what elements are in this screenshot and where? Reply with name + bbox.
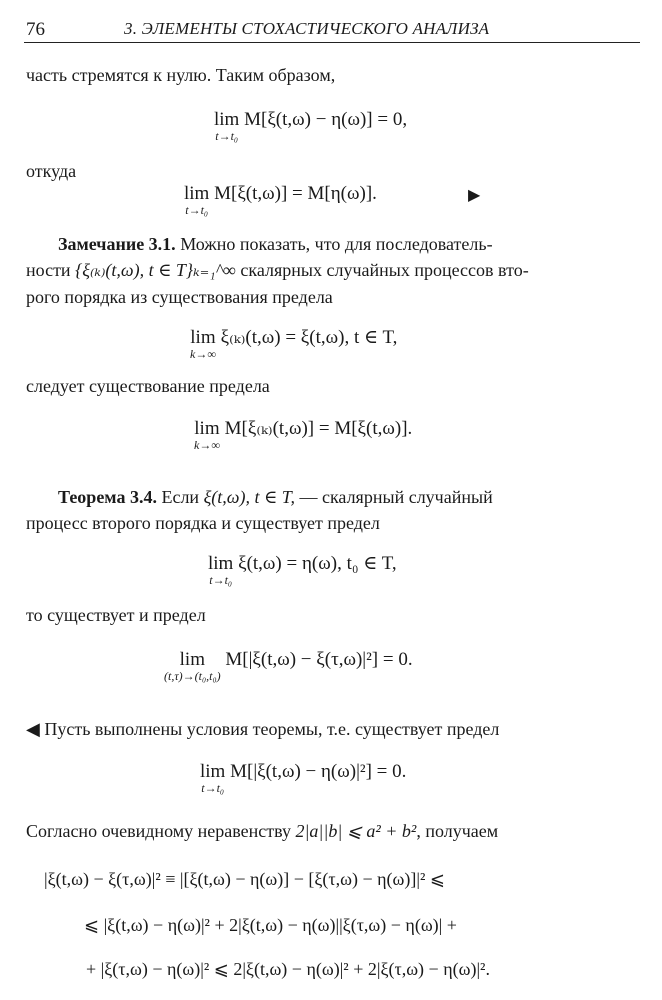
formula-7-body: M[|ξ(t,ω) − η(ω)|²] = 0. xyxy=(230,761,407,782)
formula-6-body: M[|ξ(t,ω) − ξ(τ,ω)|²] = 0. xyxy=(225,649,413,670)
lim-operator: lim xyxy=(208,553,234,574)
remark-line-1 xyxy=(58,233,493,256)
lim-operator: lim xyxy=(214,109,240,130)
formula-5 xyxy=(208,552,397,588)
text-line-9 xyxy=(26,820,498,843)
formula-4 xyxy=(194,417,412,453)
formula-9: ⩽ |ξ(t,ω) − η(ω)|² + 2|ξ(t,ω) − η(ω)||ξ(τ,ω) − η(ω)| + xyxy=(84,915,457,935)
remark-line-2 xyxy=(26,259,529,282)
page-number: 76 xyxy=(26,19,45,40)
formula-7 xyxy=(200,760,406,796)
formula-3 xyxy=(190,326,397,362)
running-head: 3. ЭЛЕМЕНТЫ СТОХАСТИЧЕСКОГО АНАЛИЗА xyxy=(124,19,490,38)
remark-text: скалярных случайных процессов вто- xyxy=(235,260,529,280)
lim-subscript: t→t₀ xyxy=(185,202,209,217)
lim-subscript: t→t₀ xyxy=(209,572,233,587)
text-line-9-end: , получаем xyxy=(416,821,499,841)
end-of-proof-mark: ▶ xyxy=(468,187,481,204)
formula-6 xyxy=(164,648,413,684)
page-header xyxy=(24,16,640,43)
text-line-7: то существует и предел xyxy=(26,605,206,625)
formula-3-body: ξ₍ₖ₎(t,ω) = ξ(t,ω), t ∈ T, xyxy=(220,327,398,348)
theorem-line-2: процесс второго порядка и существует предел xyxy=(26,513,380,533)
formula-1-body: M[ξ(t,ω) − η(ω)] = 0, xyxy=(244,109,408,130)
sequence-formula: {ξ₍ₖ₎(t,ω), t ∈ T}ₖ₌₁^∞ xyxy=(75,260,236,280)
text-line-5: следует существование предела xyxy=(26,376,270,396)
lim-operator: lim xyxy=(200,761,226,782)
formula-5-body: ξ(t,ω) = η(ω), t₀ ∈ T, xyxy=(238,553,397,574)
lim-subscript: (t,τ)→(t₀,t₀) xyxy=(164,668,221,683)
remark-label: Замечание 3.1. xyxy=(58,234,176,254)
remark-text: ности xyxy=(26,260,76,280)
lim-operator: lim xyxy=(184,183,210,204)
formula-2-body: M[ξ(t,ω)] = M[η(ω)]. xyxy=(214,183,377,204)
theorem-text: Если xyxy=(156,487,204,507)
theorem-text: — скалярный случайный xyxy=(294,487,493,507)
lim-subscript: k→∞ xyxy=(194,437,220,452)
theorem-inline-formula: ξ(t,ω), t ∈ T, xyxy=(203,487,295,507)
lim-subscript: k→∞ xyxy=(190,346,216,361)
lim-subscript: t→t₀ xyxy=(215,128,239,143)
formula-4-body: M[ξ₍ₖ₎(t,ω)] = M[ξ(t,ω)]. xyxy=(224,418,413,439)
remark-text: Можно показать, что для последователь- xyxy=(175,234,493,254)
text-line-9-start: Согласно очевидному неравенству xyxy=(26,821,296,841)
lim-operator: lim xyxy=(194,418,220,439)
lim-operator: lim xyxy=(190,327,216,348)
text-line-2: откуда xyxy=(26,161,77,181)
theorem-label: Теорема 3.4. xyxy=(58,487,157,507)
proof-start-line: ◀ Пусть выполнены условия теоремы, т.е. существует предел xyxy=(26,719,500,739)
remark-line-3: рого порядка из существования предела xyxy=(26,287,333,307)
inequality-inline: 2|a||b| ⩽ a² + b² xyxy=(295,821,417,841)
formula-8: |ξ(t,ω) − ξ(τ,ω)|² ≡ |[ξ(t,ω) − η(ω)] − [ξ(τ,ω) − η(ω)]|² ⩽ xyxy=(44,869,445,889)
text-line-1: часть стремятся к нулю. Таким образом, xyxy=(26,65,336,85)
lim-subscript: t→t₀ xyxy=(201,780,225,795)
formula-10: + |ξ(τ,ω) − η(ω)|² ⩽ 2|ξ(t,ω) − η(ω)|² + 2|ξ(τ,ω) − η(ω)|². xyxy=(86,959,490,979)
formula-2 xyxy=(184,182,377,218)
formula-1 xyxy=(214,108,407,144)
lim-operator: lim xyxy=(179,649,205,670)
theorem-line-1 xyxy=(58,486,493,509)
